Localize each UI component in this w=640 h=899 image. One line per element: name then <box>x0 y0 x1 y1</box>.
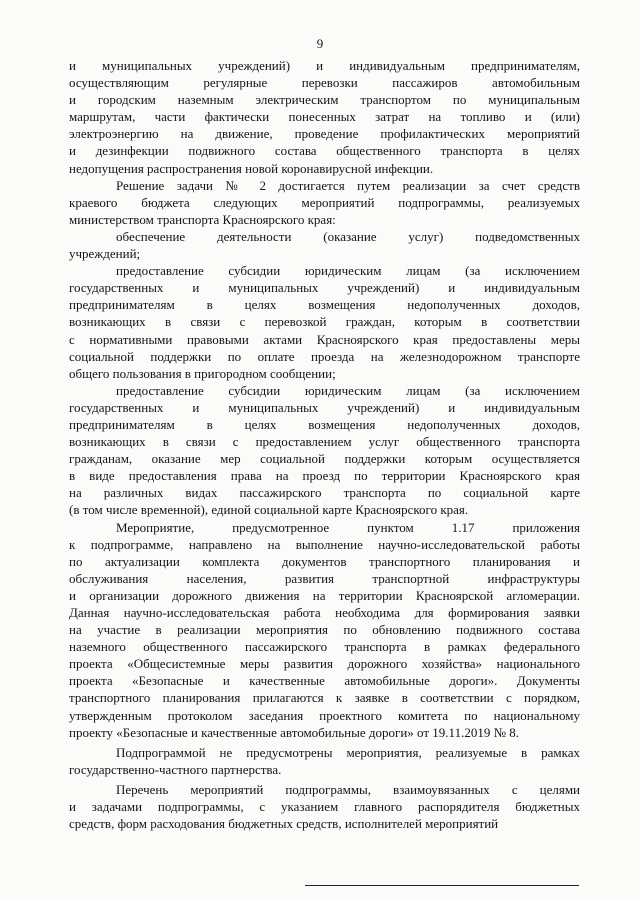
text-line: на участие в реализации мероприятия по обновлению подвижного состава <box>69 622 580 638</box>
text-line: к подпрограмме, направлено на выполнение научно-исследовательской работы <box>69 536 580 552</box>
text-line: обеспечение деятельности (оказание услуг) подведомственных <box>116 228 580 244</box>
text-line: недопущения распространения новой коронавирусной инфекции. <box>69 160 434 176</box>
text-line: и муниципальных учреждений) и индивидуальным предпринимателям, <box>69 58 580 73</box>
text-line: Данная научно-исследовательская работа необходима для формирования заявки <box>69 605 580 620</box>
text-line: краевого бюджета следующих мероприятий подпрограммы, реализуемых <box>69 194 580 210</box>
text-line: наземного общественного пассажирского транспорта в рамках федерального <box>69 639 580 655</box>
text-line: государственных и муниципальных учреждений) и индивидуальным <box>69 399 580 415</box>
text-line: проекту «Безопасные и качественные автомобильные дороги» от 19.11.2019 № 8. <box>69 724 519 740</box>
text-line: социальной поддержки по оплате проезда на железнодорожном транспорте <box>69 348 580 364</box>
text-line: министерством транспорта Красноярского края: <box>69 211 336 227</box>
text-line: государственно-частного партнерства. <box>69 761 282 777</box>
text-line: Мероприятие, предусмотренное пунктом 1.17 приложения <box>116 519 580 535</box>
text-line: государственных и муниципальных учреждений) и индивидуальным <box>69 280 580 296</box>
text-line: предоставление субсидии юридическим лицам (за исключением <box>116 263 580 279</box>
paragraph <box>69 262 580 382</box>
paragraph <box>69 744 580 778</box>
text-line: и дезинфекции подвижного состава общественного транспорта в целях <box>69 143 580 159</box>
text-line: возникающих в связи с перевозкой граждан, которым в соответствии <box>69 314 580 330</box>
paragraph <box>69 57 580 177</box>
text-line: электроэнергию на движение, проведение профилактических мероприятий <box>69 126 580 142</box>
text-line: по актуализации комплекта документов транспортного планирования и <box>69 553 580 569</box>
paragraph <box>69 177 580 228</box>
paragraph <box>69 781 580 832</box>
text-line: транспортного планирования прилагаются к заявке в соответствии с порядком, <box>69 690 580 706</box>
text-line: предпринимателям в целях возмещения недополученных доходов, <box>69 297 580 313</box>
text-line: утвержденным протоколом заседания проектного комитета по национальному <box>69 707 580 723</box>
document-body <box>69 57 580 832</box>
text-line: Подпрограммой не предусмотрены мероприятия, реализуемые в рамках <box>116 744 580 760</box>
text-line: средств, форм расходования бюджетных средств, исполнителей мероприятий <box>69 816 499 832</box>
paragraph <box>69 382 580 519</box>
text-line: на различных видах пассажирского транспорта по социальной карте <box>69 485 580 501</box>
text-line: и городским наземным электрическим транспортом по муниципальным <box>69 92 580 108</box>
text-line: проекта «Общесистемные меры развития дорожного хозяйства» национального <box>69 656 580 672</box>
text-line: в виде предоставления права на проезд по территории Красноярского края <box>69 468 580 484</box>
footer-rule <box>305 885 579 886</box>
text-line: маршрутам, части фактически понесенных затрат на топливо и (или) <box>69 109 580 125</box>
text-line: Решение задачи № 2 достигается путем реализации за счет средств <box>116 177 580 193</box>
page-number: 9 <box>316 36 324 51</box>
text-line: проекта «Безопасные и качественные автомобильные дороги». Документы <box>69 673 580 689</box>
paragraph <box>69 228 580 262</box>
text-line: осуществляющим регулярные перевозки пассажиров автомобильным <box>69 75 580 91</box>
text-line: Перечень мероприятий подпрограммы, взаимоувязанных с целями <box>116 781 580 797</box>
paragraph <box>69 519 580 741</box>
text-line: обслуживания населения, развития транспортной инфраструктуры <box>69 570 580 586</box>
text-line: и задачами подпрограммы, с указанием главного распорядителя бюджетных <box>69 799 580 815</box>
text-line: общего пользования в пригородном сообщении; <box>69 365 336 381</box>
text-line: учреждений; <box>69 246 141 262</box>
text-line: возникающих в связи с предоставлением услуг общественного транспорта <box>69 434 580 450</box>
text-line: гражданам, оказание мер социальной поддержки которым осуществляется <box>69 451 580 467</box>
text-line: (в том числе временной), единой социальной карте Красноярского края. <box>69 502 469 518</box>
text-line: с нормативными правовыми актами Красноярского края предоставлены меры <box>69 331 580 347</box>
text-line: и организации дорожного движения на территории Красноярской агломерации. <box>69 587 580 603</box>
text-line: предпринимателям в целях возмещения недополученных доходов, <box>69 416 580 432</box>
text-line: предоставление субсидии юридическим лицам (за исключением <box>116 382 580 398</box>
